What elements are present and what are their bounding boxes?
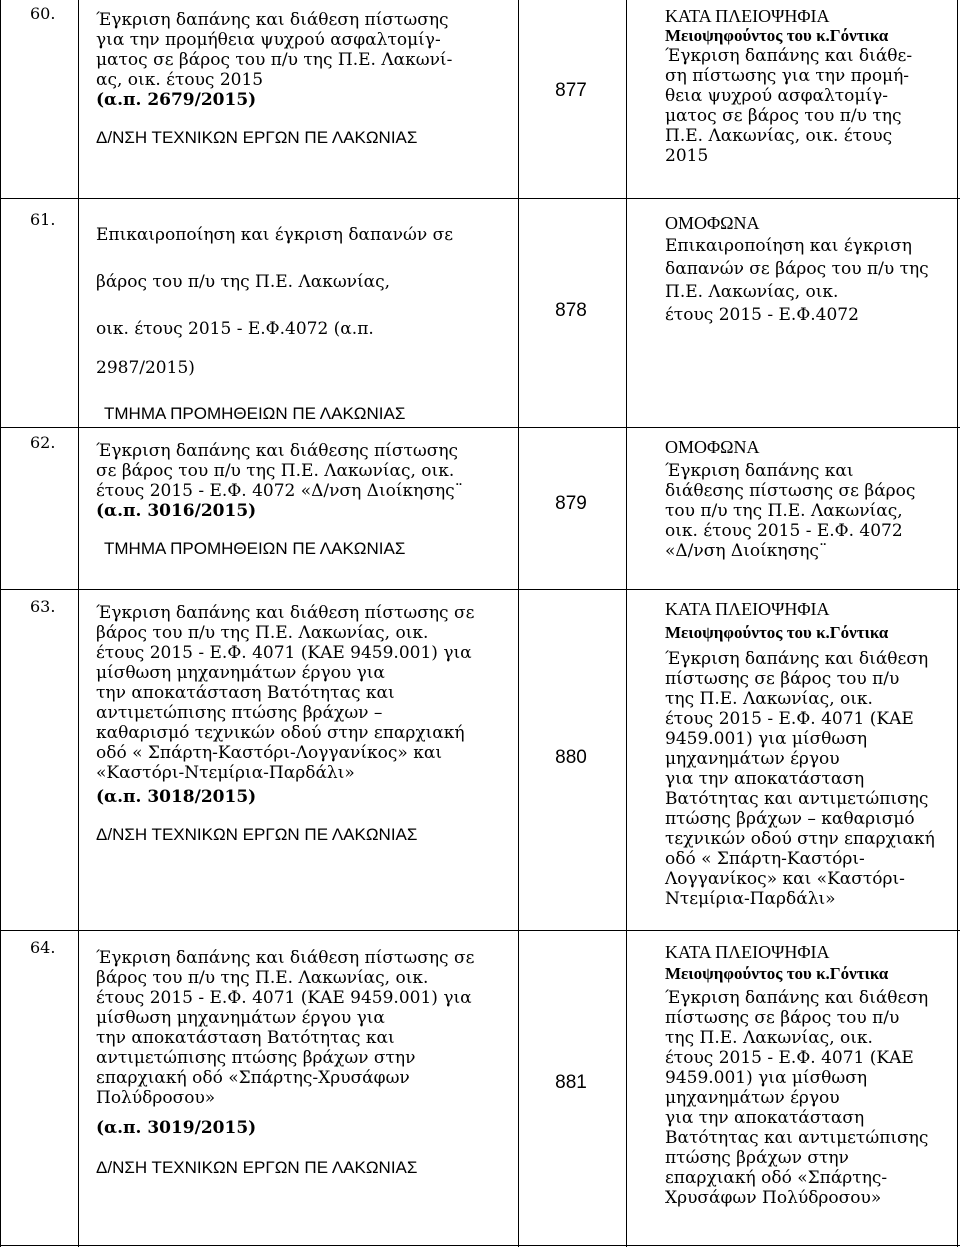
subject-line: «Καστόρι-Ντεμίρια-Παρδάλι» <box>96 763 355 783</box>
subject-line: αντιμετώπισης πτώσης βράχων – <box>96 703 383 723</box>
protocol-ref: (α.π. 2679/2015) <box>96 90 257 110</box>
vote-outcome: ΟΜΟΦΩΝΑ <box>665 437 760 457</box>
result-line: μηχανημάτων έργου <box>665 749 840 769</box>
protocol-ref: (α.π. 3016/2015) <box>96 501 257 521</box>
protocol-ref: (α.π. 3018/2015) <box>96 787 257 807</box>
result-line: για την αποκατάσταση <box>665 1108 865 1128</box>
subject-line: Έγκριση δαπάνης και διάθεση πίστωσης <box>96 10 449 30</box>
vote-outcome: ΚΑΤΑ ΠΛΕΙΟΨΗΦΙΑ <box>665 942 830 962</box>
table-row <box>0 427 960 589</box>
result-line: Έγκριση δαπάνης και διάθεση <box>665 988 929 1008</box>
minority-note: Μειοψηφούντος του κ.Γόντικα <box>665 623 889 642</box>
result-line: έτους 2015 - Ε.Φ. 4071 (ΚΑΕ <box>665 1048 914 1068</box>
item-subject <box>96 948 514 1178</box>
item-number: 62. <box>30 433 56 452</box>
result-line: ματος σε βάρος του π/υ της <box>665 106 902 126</box>
result-line: έτους 2015 - Ε.Φ. 4071 (ΚΑΕ <box>665 709 914 729</box>
subject-line: έτους 2015 - Ε.Φ. 4071 (ΚΑΕ 9459.001) για <box>96 988 472 1008</box>
subject-line: βάρος του π/υ της Π.Ε. Λακωνίας, <box>96 272 391 292</box>
result-line: Επικαιροποίηση και έγκριση <box>665 236 912 256</box>
decision-number: 878 <box>555 300 587 321</box>
minority-note: Μειοψηφούντος του κ.Γόντικα <box>665 964 889 983</box>
item-subject <box>96 212 514 353</box>
result-line: 9459.001) για μίσθωση <box>665 729 868 749</box>
subject-line: αντιμετώπισης πτώσης βράχων στην <box>96 1048 416 1068</box>
subject-line: 2987/2015) <box>96 358 195 378</box>
decision-result <box>665 942 955 1208</box>
subject-line: Έγκριση δαπάνης και διάθεσης πίστωσης <box>96 441 459 461</box>
subject-line: ας, οικ. έτους 2015 <box>96 70 264 90</box>
result-line: της Π.Ε. Λακωνίας, οικ. <box>665 1028 873 1048</box>
result-line: Βατότητας και αντιμετώπισης <box>665 789 929 809</box>
result-line: επαρχιακή οδό «Σπάρτης- <box>665 1168 888 1188</box>
subject-line: βάρος του π/υ της Π.Ε. Λακωνίας, οικ. <box>96 623 429 643</box>
item-number: 64. <box>30 938 56 957</box>
subject-line: μίσθωση μηχανημάτων έργου για <box>96 663 385 683</box>
result-line: πτώσης βράχων – καθαρισμό <box>665 809 915 829</box>
item-subject <box>96 603 514 845</box>
decision-result <box>665 212 955 327</box>
result-line: πίστωσης σε βάρος του π/υ <box>665 1008 900 1028</box>
row-divider <box>0 1245 960 1246</box>
subject-line: Επικαιροποίηση και έγκριση δαπανών σε <box>96 225 454 245</box>
subject-line: σε βάρος του π/υ της Π.Ε. Λακωνίας, οικ. <box>96 461 455 481</box>
subject-line: Πολύδροσου» <box>96 1088 216 1108</box>
result-line: οδό « Σπάρτη-Καστόρι- <box>665 849 865 869</box>
decision-number: 881 <box>555 1072 587 1093</box>
result-line: Ντεμίρια-Παρδάλι» <box>665 889 836 909</box>
table-row <box>0 930 960 1245</box>
vote-outcome: ΟΜΟΦΩΝΑ <box>665 213 760 233</box>
result-line: Έγκριση δαπάνης και διάθε- <box>665 46 913 66</box>
result-line: δαπανών σε βάρος του π/υ της <box>665 259 929 279</box>
subject-line: Έγκριση δαπάνης και διάθεση πίστωσης σε <box>96 948 475 968</box>
subject-line: βάρος του π/υ της Π.Ε. Λακωνίας, οικ. <box>96 968 429 988</box>
decision-result <box>665 599 955 909</box>
result-line: Βατότητας και αντιμετώπισης <box>665 1128 929 1148</box>
result-line: τεχνικών οδού στην επαρχιακή <box>665 829 935 849</box>
subject-line: οικ. έτους 2015 - Ε.Φ.4072 (α.π. <box>96 319 374 339</box>
department: Δ/ΝΣΗ ΤΕΧΝΙΚΩΝ ΕΡΓΩΝ ΠΕ ΛΑΚΩΝΙΑΣ <box>96 825 418 844</box>
result-line: μηχανημάτων έργου <box>665 1088 840 1108</box>
result-line: θεια ψυχρού ασφαλτομίγ- <box>665 86 889 106</box>
subject-line: οδό « Σπάρτη-Καστόρι-Λογγανίκος» και <box>96 743 443 763</box>
subject-line: καθαρισμό τεχνικών οδού στην επαρχιακή <box>96 723 465 743</box>
subject-line: έτους 2015 - Ε.Φ. 4071 (ΚΑΕ 9459.001) για <box>96 643 472 663</box>
subject-line: μίσθωση μηχανημάτων έργου για <box>96 1008 385 1028</box>
item-number: 60. <box>30 4 56 23</box>
item-subject-continued <box>96 358 514 424</box>
result-line: ση πίστωσης για την προμή- <box>665 66 910 86</box>
department: Δ/ΝΣΗ ΤΕΧΝΙΚΩΝ ΕΡΓΩΝ ΠΕ ΛΑΚΩΝΙΑΣ <box>96 128 418 147</box>
subject-line: έτους 2015 - Ε.Φ. 4072 «Δ/νση Διοίκησης¨ <box>96 481 464 501</box>
result-line: Έγκριση δαπάνης και <box>665 461 854 481</box>
subject-line: επαρχιακή οδό «Σπάρτης-Χρυσάφων <box>96 1068 410 1088</box>
item-number: 61. <box>30 210 56 229</box>
result-line: του π/υ της Π.Ε. Λακωνίας, <box>665 501 903 521</box>
subject-line: για την προμήθεια ψυχρού ασφαλτομίγ- <box>96 30 441 50</box>
result-line: 2015 <box>665 146 709 166</box>
result-line: Έγκριση δαπάνης και διάθεση <box>665 649 929 669</box>
result-line: «Δ/νση Διοίκησης¨ <box>665 541 828 561</box>
department: Δ/ΝΣΗ ΤΕΧΝΙΚΩΝ ΕΡΓΩΝ ΠΕ ΛΑΚΩΝΙΑΣ <box>96 1158 418 1177</box>
department: ΤΜΗΜΑ ΠΡΟΜΗΘΕΙΩΝ ΠΕ ΛΑΚΩΝΙΑΣ <box>104 404 406 423</box>
vote-outcome: ΚΑΤΑ ΠΛΕΙΟΨΗΦΙΑ <box>665 599 830 619</box>
result-line: πτώσης βράχων στην <box>665 1148 849 1168</box>
item-subject <box>96 441 514 559</box>
result-line: οικ. έτους 2015 - Ε.Φ. 4072 <box>665 521 903 541</box>
protocol-ref: (α.π. 3019/2015) <box>96 1118 257 1138</box>
decision-number: 879 <box>555 493 587 514</box>
result-line: έτους 2015 - Ε.Φ.4072 <box>665 305 859 325</box>
decision-number: 880 <box>555 747 587 768</box>
result-line: Χρυσάφων Πολύδροσου» <box>665 1188 882 1208</box>
minority-note: Μειοψηφούντος του κ.Γόντικα <box>665 26 889 45</box>
subject-line: Έγκριση δαπάνης και διάθεση πίστωσης σε <box>96 603 475 623</box>
decision-number: 877 <box>555 80 587 101</box>
result-line: της Π.Ε. Λακωνίας, οικ. <box>665 689 873 709</box>
vote-outcome: ΚΑΤΑ ΠΛΕΙΟΨΗΦΙΑ <box>665 6 830 26</box>
decision-result <box>665 437 955 561</box>
result-line: για την αποκατάσταση <box>665 769 865 789</box>
item-number: 63. <box>30 597 56 616</box>
department: ΤΜΗΜΑ ΠΡΟΜΗΘΕΙΩΝ ΠΕ ΛΑΚΩΝΙΑΣ <box>104 539 406 558</box>
subject-line: την αποκατάσταση Βατότητας και <box>96 683 395 703</box>
subject-line: την αποκατάσταση Βατότητας και <box>96 1028 395 1048</box>
item-subject <box>96 10 514 148</box>
subject-line: ματος σε βάρος του π/υ της Π.Ε. Λακωνί- <box>96 50 453 70</box>
table-row <box>0 589 960 930</box>
result-line: 9459.001) για μίσθωση <box>665 1068 868 1088</box>
result-line: πίστωσης σε βάρος του π/υ <box>665 669 900 689</box>
result-line: Π.Ε. Λακωνίας, οικ. <box>665 282 839 302</box>
result-line: Π.Ε. Λακωνίας, οικ. έτους <box>665 126 893 146</box>
table-row <box>0 198 960 427</box>
result-line: διάθεσης πίστωσης σε βάρος <box>665 481 916 501</box>
table-row <box>0 0 960 198</box>
result-line: Λογγανίκος» και «Καστόρι- <box>665 869 905 889</box>
decision-result <box>665 6 955 166</box>
